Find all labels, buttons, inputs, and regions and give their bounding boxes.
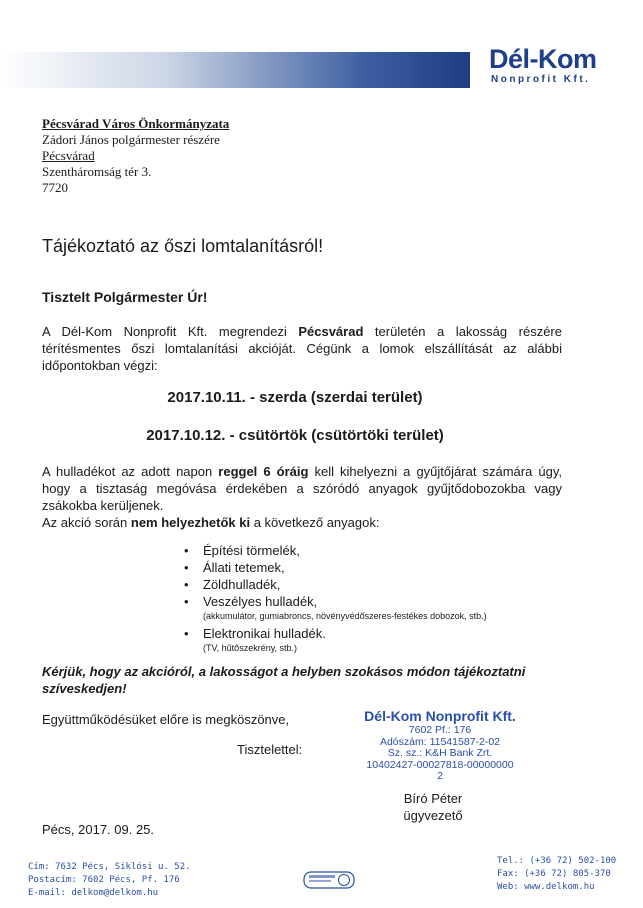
company-logo: Dél-Kom: [489, 44, 597, 74]
prohibited-items-list: [180, 542, 600, 657]
restriction-text-1: Az akció során: [42, 515, 131, 530]
footer-address: Cím: 7632 Pécs, Siklósi u. 52.: [28, 862, 191, 872]
bullet-icon: •: [184, 577, 189, 592]
stamp-line-5: 2: [437, 770, 443, 782]
item-note: (akkumulátor, gumiabroncs, növényvédőszeres-festékes dobozok, stb.): [203, 611, 487, 621]
list-item: [180, 625, 600, 654]
item-note: (TV, hűtőszekrény, stb.): [203, 643, 298, 653]
recipient-street: Szentháromság tér 3.: [42, 164, 152, 179]
footer-email: E-mail: delkom@delkom.hu: [28, 888, 159, 898]
certification-logo: [303, 870, 355, 895]
stamp-line-2: Adószám: 11541587-2-02: [379, 735, 501, 748]
bullet-icon: •: [184, 543, 189, 558]
letter-title: Tájékoztató az őszi lomtalanításról!: [42, 236, 324, 256]
date-thursday: 2017.10.12. - csütörtök (csütörtöki terület): [146, 427, 444, 444]
intro-paragraph: [42, 323, 562, 374]
restriction-bold: nem helyezhetők ki: [130, 515, 251, 530]
item-label: Építési törmelék,: [203, 543, 300, 558]
stamp-line-1: 7602 Pf.: 176: [408, 724, 472, 736]
thanks-line: Együttműködésüket előre is megköszönve,: [42, 712, 290, 727]
greeting: Tisztelt Polgármester Úr!: [42, 289, 208, 305]
bullet-icon: •: [184, 594, 189, 609]
restriction-line: [42, 514, 562, 531]
recipient-city: Pécsvárad: [42, 148, 95, 163]
list-item: [180, 542, 600, 559]
stamp-line-4: 10402427-00027818-00000000: [366, 758, 514, 771]
signature-block: [383, 790, 483, 824]
intro-text-2: területén a lakosság részére térítésmentes őszi lomtalanítási akcióját. Cégünk a lomok elszállítását az alábbi időpontokban végzi:: [42, 324, 562, 373]
instruction-paragraph: [42, 463, 562, 514]
request-paragraph: Kérjük, hogy az akcióról, a lakosságot a helyben szokásos módon tájékoztatni szíveskedjen!: [42, 664, 526, 696]
regards-line: Tisztelettel:: [237, 742, 303, 757]
intro-town: Pécsvárad: [298, 324, 364, 339]
intro-text-1: A Dél-Kom Nonprofit Kft. megrendezi: [42, 324, 299, 339]
stamp-line-3: Sz. sz.: K&H Bank Zrt.: [387, 747, 493, 759]
item-label: Veszélyes hulladék,: [203, 594, 318, 609]
restriction-text-2: a következő anyagok:: [250, 515, 380, 530]
certification-icon: [303, 870, 355, 890]
bullet-icon: •: [184, 560, 189, 575]
footer-contact-block: [497, 855, 616, 894]
footer-web: Web: www.delkom.hu: [497, 882, 595, 892]
item-label: Elektronikai hulladék.: [203, 626, 326, 641]
letterhead-band: [0, 52, 470, 88]
company-stamp: [345, 708, 535, 783]
footer-address-block: [28, 861, 191, 900]
instruction-text-1: A hulladékot az adott napon: [42, 464, 219, 479]
place-date: Pécs, 2017. 09. 25.: [42, 822, 155, 837]
signer-name: Bíró Péter: [403, 791, 463, 806]
recipient-org: Pécsvárad Város Önkormányzata: [42, 116, 230, 131]
footer-postal: Postacím: 7602 Pécs, Pf. 176: [28, 875, 180, 885]
date-wednesday: 2017.10.11. - szerda (szerdai terület): [167, 389, 423, 406]
instruction-text-2: kell kihelyezni a gyűjtőjárat számára úgy, hogy a tisztaság megóvása érdekében a szóródó anyagok gyűjtődobozokba vagy zsákokba kerüljenek.: [42, 464, 562, 513]
footer-fax: Fax: (+36 72) 805-370: [497, 869, 611, 879]
company-logo-subtitle: Nonprofit Kft.: [491, 74, 591, 85]
list-item: [180, 576, 600, 593]
recipient-block: [42, 116, 229, 196]
signer-role: ügyvezető: [403, 808, 463, 823]
recipient-attention: Zádori János polgármester részére: [42, 132, 220, 147]
instruction-deadline: reggel 6 óráig: [218, 464, 309, 479]
item-label: Zöldhulladék,: [203, 577, 281, 592]
stamp-name: Dél-Kom Nonprofit Kft.: [364, 708, 516, 724]
bullet-icon: •: [184, 626, 189, 641]
list-item: [180, 593, 600, 622]
footer-phone: Tel.: (+36 72) 502-100: [497, 856, 617, 866]
item-label: Állati tetemek,: [203, 560, 285, 575]
recipient-zip: 7720: [42, 180, 68, 195]
list-item: [180, 559, 600, 576]
